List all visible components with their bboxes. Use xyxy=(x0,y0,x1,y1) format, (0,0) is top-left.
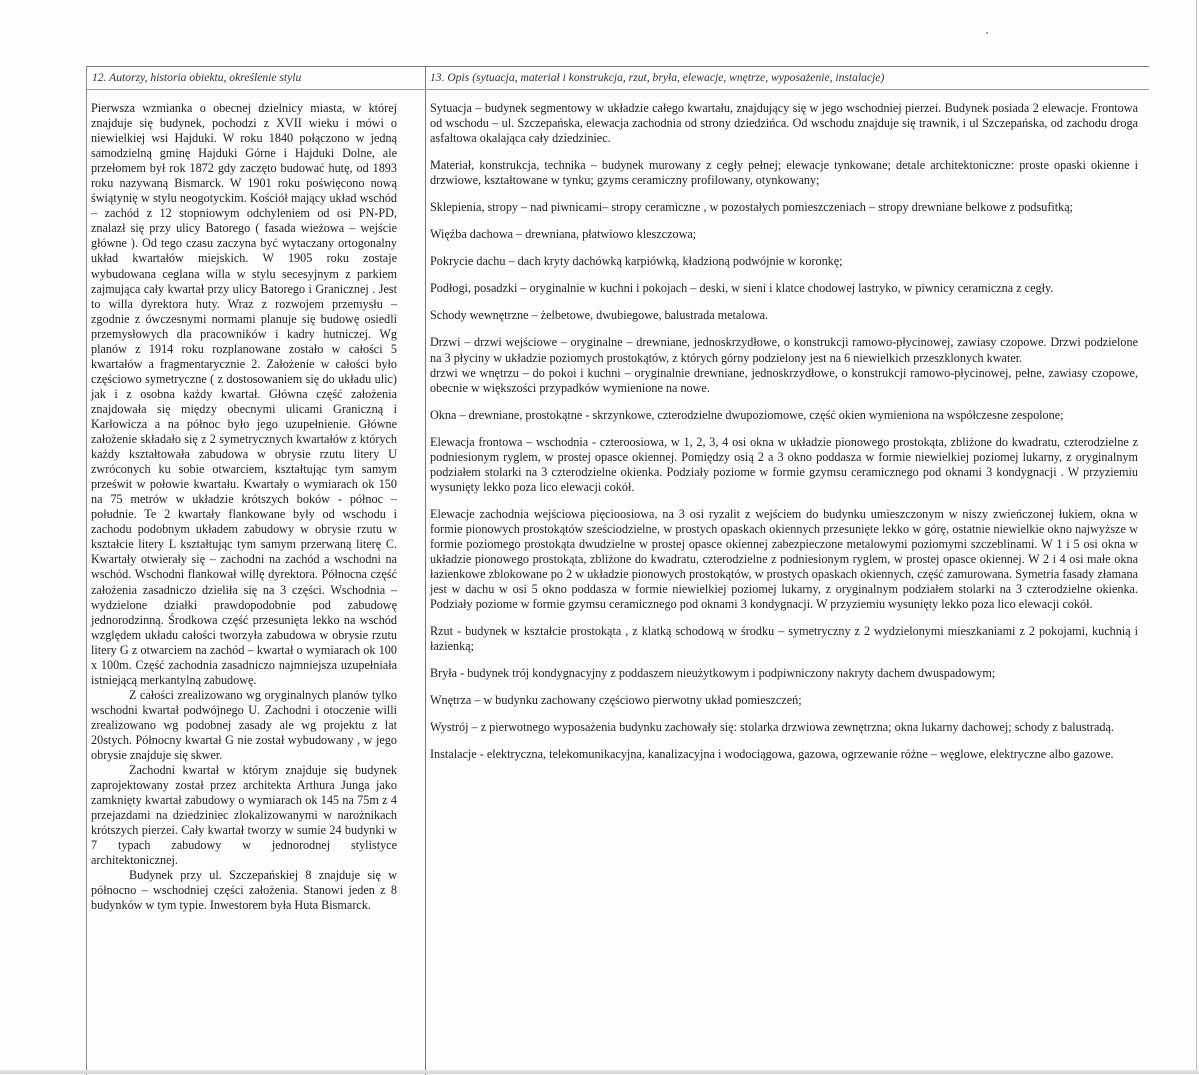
description-front-elevation: Elewacja frontowa – wschodnia - czteroosiowa, w 1, 2, 3, 4 osi okna w układzie pionowego prostokąta, zbliżone do kwadratu, czterodzielne z podniesionym ryglem, w prostej opasce okiennej. Pomiędzy osią 2 a 3 okno poddasza w formie niewielkiej poziomej lukarny, z oryginalnym podziałem stolarki na 3 czterodzielne okienka. Podziały poziome w formie gzymsu ceramicznego pod oknami 3 kondygnacji . W przyziemiu wysunięty lekko poza lico elewacji cokół. xyxy=(430,434,1138,494)
description-decor: Wystrój – z pierwotnego wyposażenia budynku zachowały się: stolarka drzwiowa zewnętrzna; okna lukarny dachowej; schody z balustradą. xyxy=(430,720,1114,735)
section-13-heading: 13. Opis (sytuacja, materiał i konstrukcja, rzut, bryła, elewacje, wnętrze, wyposażenie, instalacje) xyxy=(430,71,885,84)
scan-edge xyxy=(1196,0,1197,1074)
description-floors: Podłogi, posadzki – oryginalnie w kuchni i pokojach – deski, w sieni i klatce chodowej lastryko, w piwnicy ceramiczna z cegły. xyxy=(430,281,1054,296)
column-divider xyxy=(425,67,426,1075)
description-roofing: Pokrycie dachu – dach kryty dachówką karpiówką, kładzioną podwójnie w koronkę; xyxy=(430,254,843,269)
description-material: Materiał, konstrukcja, technika – budynek murowany z cegły pełnej; elewacje tynkowane; detale architektoniczne: proste opaski okienne i drzwiowe, kształtowane w tynku; gzyms ceramiczny profilowany, otynkowany; xyxy=(430,158,1138,188)
scan-speck xyxy=(986,32,988,34)
spacer xyxy=(430,495,1138,507)
history-paragraph: Z całości zrealizowano wg oryginalnych planów tylko wschodni kwartał podwójnego U. Zachodni i otoczenie willi zrealizowano wg podobnej zasady ale wg projektu z lat 20stych. Północny kwartał G nie został wybudowany , w jego obrysie znajduje się skwer. xyxy=(91,687,397,763)
spacer xyxy=(430,612,1138,624)
header-rule xyxy=(87,89,1149,90)
history-paragraph: Zachodni kwartał w którym znajduje się budynek zaprojektowany został przez architekta Arthura Junga jako zamknięty kwartał zabudowy o wymiarach ok 145 na 75m z 4 przejazdami na dziedziniec zlokalizowanymi w narożnikach krótszych pierzei. Cały kwartał tworzy w sumie 24 budynki w 7 typach zabudowy w jednorodnej stylistyce architektonicznej. xyxy=(91,763,397,868)
spacer xyxy=(430,146,1138,158)
description-windows: Okna – drewniane, prostokątne - skrzynkowe, czterodzielne dwupoziomowe, część okien wymieniona na współczesne zespolone; xyxy=(430,407,1064,422)
spacer xyxy=(430,681,1138,693)
description-doors: Drzwi – drzwi wejściowe – oryginalne – drewniane, jednoskrzydłowe, o konstrukcji ramowo-płycinowej, zawiasy czopowe. Drzwi podzielone na 3 płyciny w układzie poziomych prostokątów, z których górny podzielony jest na 6 niewielkich przeszklonych kwater. xyxy=(430,335,1138,365)
history-paragraph: Pierwsza wzmianka o obecnej dzielnicy miasta, w której znajduje się budynek, pochodzi z XVII wieku i mówi o niewielkiej wsi Hajduki. W roku 1840 połączono w jedną samodzielną gminę Hajduki Górne i Hajduki Dolne, ale przełomem był rok 1872 gdy zaczęto budować hutę, od 1893 roku nazywaną Bismarck. W 1901 roku poświęcono nową świątynię w stylu neogotyckim. Kościół mający układ wschód – zachód z 12 stopniowym odchyleniem od osi PN-PD, znalazł się przy ulicy Batorego ( fasada wieżowa – wejście główne ). Od tego czasu zaczyna być wytaczany ortogonalny układ kwartałów miejskich. W 1905 roku zostaje wybudowana ceglana willa w stylu secesyjnym z parkiem zajmująca cały kwartał przy ulicy Batorego i Granicznej . Jest to willa dyrektora huty. Wraz z rozwojem przemysłu – zgodnie z ówczesnymi normami planuje się budowę osiedli przemysłowych dla pracowników i kadry hutniczej. Wg planów z 1914 roku rozplanowane zostało w całości 5 kwartałów a fragmentarycznie 2. Założenie w całości było częściowo symetryczne ( z dostosowaniem się do układu ulic) jak i z osobna każdy kwartał. Główna część założenia znajdowała się między obecnymi ulicami Graniczną i Karłowicza a na północ było jego uzupełnienie. Główne założenie składało się z 2 symetrycznych kwartałów z których każdy kształtowała zabudowa w obrysie rzutu litery U zwróconych ku sobie otwarciem, kształtując tym samym prześwit w połowie kwartału. Kwartały o wymiarach ok 150 na 75 metrów w układzie krótszych boków - północ – południe. Te 2 kwartały flankowane były od wschodu i zachodu podobnym układem zabudowy w obrysie rzutu w kształcie litery L kształtując tym samym przerwaną literę C. Kwartały otwierały się – zachodni na zachód a wschodni na wschód. Wschodni flankował willę dyrektora. Północna część założenia zasadniczo dzieliła się na 3 części. Wschodnia – wydzielone działki prawdopodobnie pod zabudowę jednorodzinną. Środkowa część przesunięta lekko na wschód względem układu całości tworzyła zabudowa w obrysie rzutu litery G z otwarciem na zachód – kwartał o wymiarach ok 100 x 100m. Część zachodnia zasadniczo najmniejsza uzupełniała istniejącą merkantylną zabudowę. xyxy=(91,101,397,687)
spacer xyxy=(430,296,1138,308)
spacer xyxy=(430,215,1138,227)
description-roof-truss: Więźba dachowa – drewniana, płatwiowo kleszczowa; xyxy=(430,227,697,242)
description-situation: Sytuacja – budynek segmentowy w układzie całego kwartału, znajdujący się w jego wschodniej pierzei. Budynek posiada 2 elewacje. Frontowa od wschodu – ul. Szczepańska, elewacja zachodnia od strony dziedzińca. Od wschodu znajduje się trawnik, i ul Szczepańska, od zachodu droga asfaltowa okalająca cały dziedziniec. xyxy=(430,101,1138,146)
history-column xyxy=(91,101,397,914)
description-stairs: Schody wewnętrzne – żelbetowe, dwubiegowe, balustrada metalowa. xyxy=(430,308,769,323)
spacer xyxy=(430,323,1138,335)
description-installations: Instalacje - elektryczna, telekomunikacyjna, kanalizacyjna i wodociągowa, gazowa, ogrzewanie różne – węglowe, elektryczne albo gazowe. xyxy=(430,747,1114,762)
spacer xyxy=(430,188,1138,200)
spacer xyxy=(430,735,1138,747)
spacer xyxy=(430,423,1138,435)
spacer xyxy=(430,269,1138,281)
description-interiors: Wnętrza – w budynku zachowany częściowo pierwotny układ pomieszczeń; xyxy=(430,693,802,708)
description-west-elevation: Elewacje zachodnia wejściowa pięcioosiowa, na 3 osi ryzalit z wejściem do budynku umieszczonym w niszy zwieńczonej łukiem, okna w formie pionowych prostokątów sześciodzielne, w prostych opaskach okiennych przesunięte lekko w górę, ostatnie niewielkie okno najwyższe w formie poziomego prostokąta dwudzielne w prostej opasce okiennej zabezpieczone metalowymi poziomymi szczeblinami. W 1 i 5 osi okna w układzie pionowego prostokąta, zbliżone do kwadratu, czterodzielne z podniesionym ryglem, w prostej opasce okiennej. W 2 i 4 osi małe okna łazienkowe zblokowane po 2 w układzie pionowych prostokątów, w prostych opaskach okiennych, część zamurowana. Symetria fasady złamana jest w dachu w osi 5 okno poddasza w formie niewielkiej poziomej lukarny, z oryginalnym podziałem stolarki na 3 czterodzielne okienka. Podziały poziome w formie gzymsu ceramicznego pod oknami 3 kondygnacji. W przyziemiu wysunięty lekko poza lico elewacji cokół. xyxy=(430,506,1138,612)
scan-bottom-edge xyxy=(0,1070,1199,1074)
description-column xyxy=(430,101,1138,763)
section-12-heading: 12. Autorzy, historia obiektu, określenie stylu xyxy=(92,71,302,84)
description-plan: Rzut - budynek w kształcie prostokąta , z klatką schodową w środku – symetryczny z 2 wydzielonymi mieszkaniami z 2 pokojami, kuchnią i łazienką; xyxy=(430,624,1138,654)
description-interior-doors: drzwi we wnętrzu – do pokoi i kuchni – oryginalnie drewniane, jednoskrzydłowe, o konstrukcji ramowo-płycinowej, pełne, zawiasy czopowe, obecnie w większości przypadków wymienione na nowe. xyxy=(430,365,1138,395)
record-card-form xyxy=(86,66,1149,1075)
description-massing: Bryła - budynek trój kondygnacyjny z poddaszem nieużytkowym i podpiwniczony nakryty dachem dwuspadowym; xyxy=(430,666,996,681)
description-ceilings: Sklepienia, stropy – nad piwnicami– stropy ceramiczne , w pozostałych pomieszczeniach – stropy drewniane belkowe z podsufitką; xyxy=(430,200,1074,215)
spacer xyxy=(430,708,1138,720)
spacer xyxy=(430,242,1138,254)
spacer xyxy=(430,654,1138,666)
history-paragraph: Budynek przy ul. Szczepańskiej 8 znajduje się w północno – wschodniej części założenia. Stanowi jeden z 8 budynków w tym typie. Inwestorem była Huta Bismarck. xyxy=(91,868,397,913)
spacer xyxy=(430,396,1138,408)
